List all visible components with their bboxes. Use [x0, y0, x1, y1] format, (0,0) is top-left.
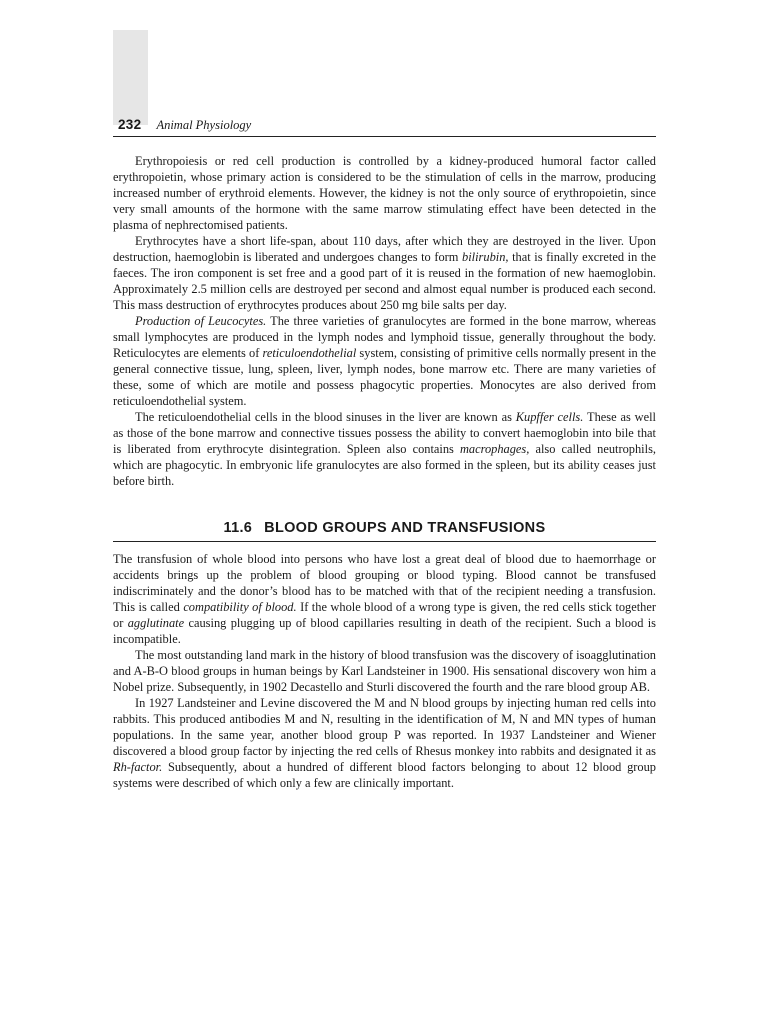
section-heading — [113, 518, 656, 538]
paragraph-erythropoiesis: Erythropoiesis or red cell production is controlled by a kidney-produced humoral factor called erythropoietin, whose primary action is considered to be the stimulation of cells in the marrow, producing increased number of erythroid elements. However, the kidney is not the only source of erythropoietin, since very small amounts of the hormone with the same marrow stimulating effect have been detected in the plasma of nephrectomised patients. — [113, 154, 656, 232]
paragraph-transfusion: The transfusion of whole blood into persons who have lost a great deal of blood due to haemorrhage or accidents brings up the problem of blood grouping or blood typing. Blood cannot be transfused indiscriminately and the donor’s blood has to be matched with that of the recipient needing a transfusion. This is called compatibility of blood. If the whole blood of a wrong type is given, the red cells stick together or agglutinate causing plugging up of blood capillaries resulting in death of the recipient. Such a blood is incompatible. — [113, 552, 657, 646]
term-bilirubin: bilirubin, — [462, 250, 509, 264]
term-rh-factor: Rh-factor. — [113, 760, 163, 774]
page-number: 232 — [118, 117, 142, 132]
running-title: Animal Physiology — [156, 118, 252, 132]
paragraph-landsteiner-discovery: The most outstanding land mark in the history of blood transfusion was the discovery of isoagglutination and A-B-O blood groups in human beings by Karl Landsteiner in 1900. His sensational discovery won him a Nobel prize. Subsequently, in 1902 Decastello and Sturli discovered the fourth and the rare blood group AB. — [113, 648, 656, 694]
page-corner-tab — [113, 30, 148, 125]
run-in-heading: Production of Leucocytes. — [135, 314, 267, 328]
term-compatibility: compatibility of blood. — [183, 600, 297, 614]
header-rule — [113, 136, 656, 137]
paragraph-leucocyte-production: Production of Leucocytes. The three varieties of granulocytes are formed in the bone marrow, whereas small lymphocytes are produced in the lymph nodes and lymphoid tissue, generally throughout the body. Reticulocytes are elements of reticuloendothelial system, consisting of primitive cells normally present in the general connective tissue, lung, spleen, liver, lymph nodes, bone marrow etc. There are many varieties of these, some of which are motile and possess phagocytic properties. Monocytes are also derived from reticuloendothelial system. — [113, 314, 657, 408]
paragraph-mn-rh-groups: In 1927 Landsteiner and Levine discovered the M and N blood groups by injecting human red cells into rabbits. This produced antibodies M and N, resulting in the identification of M, N and MN types of human populations. In the same year, another blood group P was reported. In 1937 Landsteiner and Wiener discovered a blood group factor by injecting the red cells of Rhesus monkey into rabbits and designated it as Rh-factor. Subsequently, about a hundred of different blood factors belonging to about 12 blood group systems were described of which only a few are clinically important. — [113, 696, 656, 790]
paragraph-reticuloendothelial-cells: The reticuloendothelial cells in the blood sinuses in the liver are known as Kupffer cells. These as well as those of the bone marrow and connective tissues possess the ability to convert haemoglobin into bile that is liberated from erythrocyte disintegration. Spleen also contains macrophages, also called neutrophils, which are phagocytic. In embryonic life granulocytes are also formed in the spleen, but its ability ceases just before birth. — [113, 410, 657, 488]
term-kupffer-cells: Kupffer cells. — [515, 410, 584, 424]
term-macrophages: macrophages, — [459, 442, 530, 456]
section-title: BLOOD GROUPS AND TRANSFUSIONS — [264, 520, 546, 536]
section-number: 11.6 — [223, 520, 253, 536]
term-reticuloendothelial: reticuloendothelial — [262, 346, 357, 360]
body-text-top — [113, 153, 656, 489]
section-rule — [113, 541, 656, 542]
term-agglutinate: agglutinate — [127, 616, 185, 630]
paragraph-erythrocyte-lifespan: Erythrocytes have a short life-span, about 110 days, after which they are destroyed in the liver. Upon destruction, haemoglobin is liberated and undergoes changes to form bilirubin, that is finally excreted in the faeces. The iron component is set free and a good part of it is reused in the formation of new haemoglobin. Approximately 2.5 million cells are destroyed per second and almost equal number is produced each second. This mass destruction of erythrocytes produces about 250 mg bile salts per day. — [113, 234, 656, 312]
body-text-bottom — [113, 551, 656, 791]
running-header — [118, 117, 251, 133]
